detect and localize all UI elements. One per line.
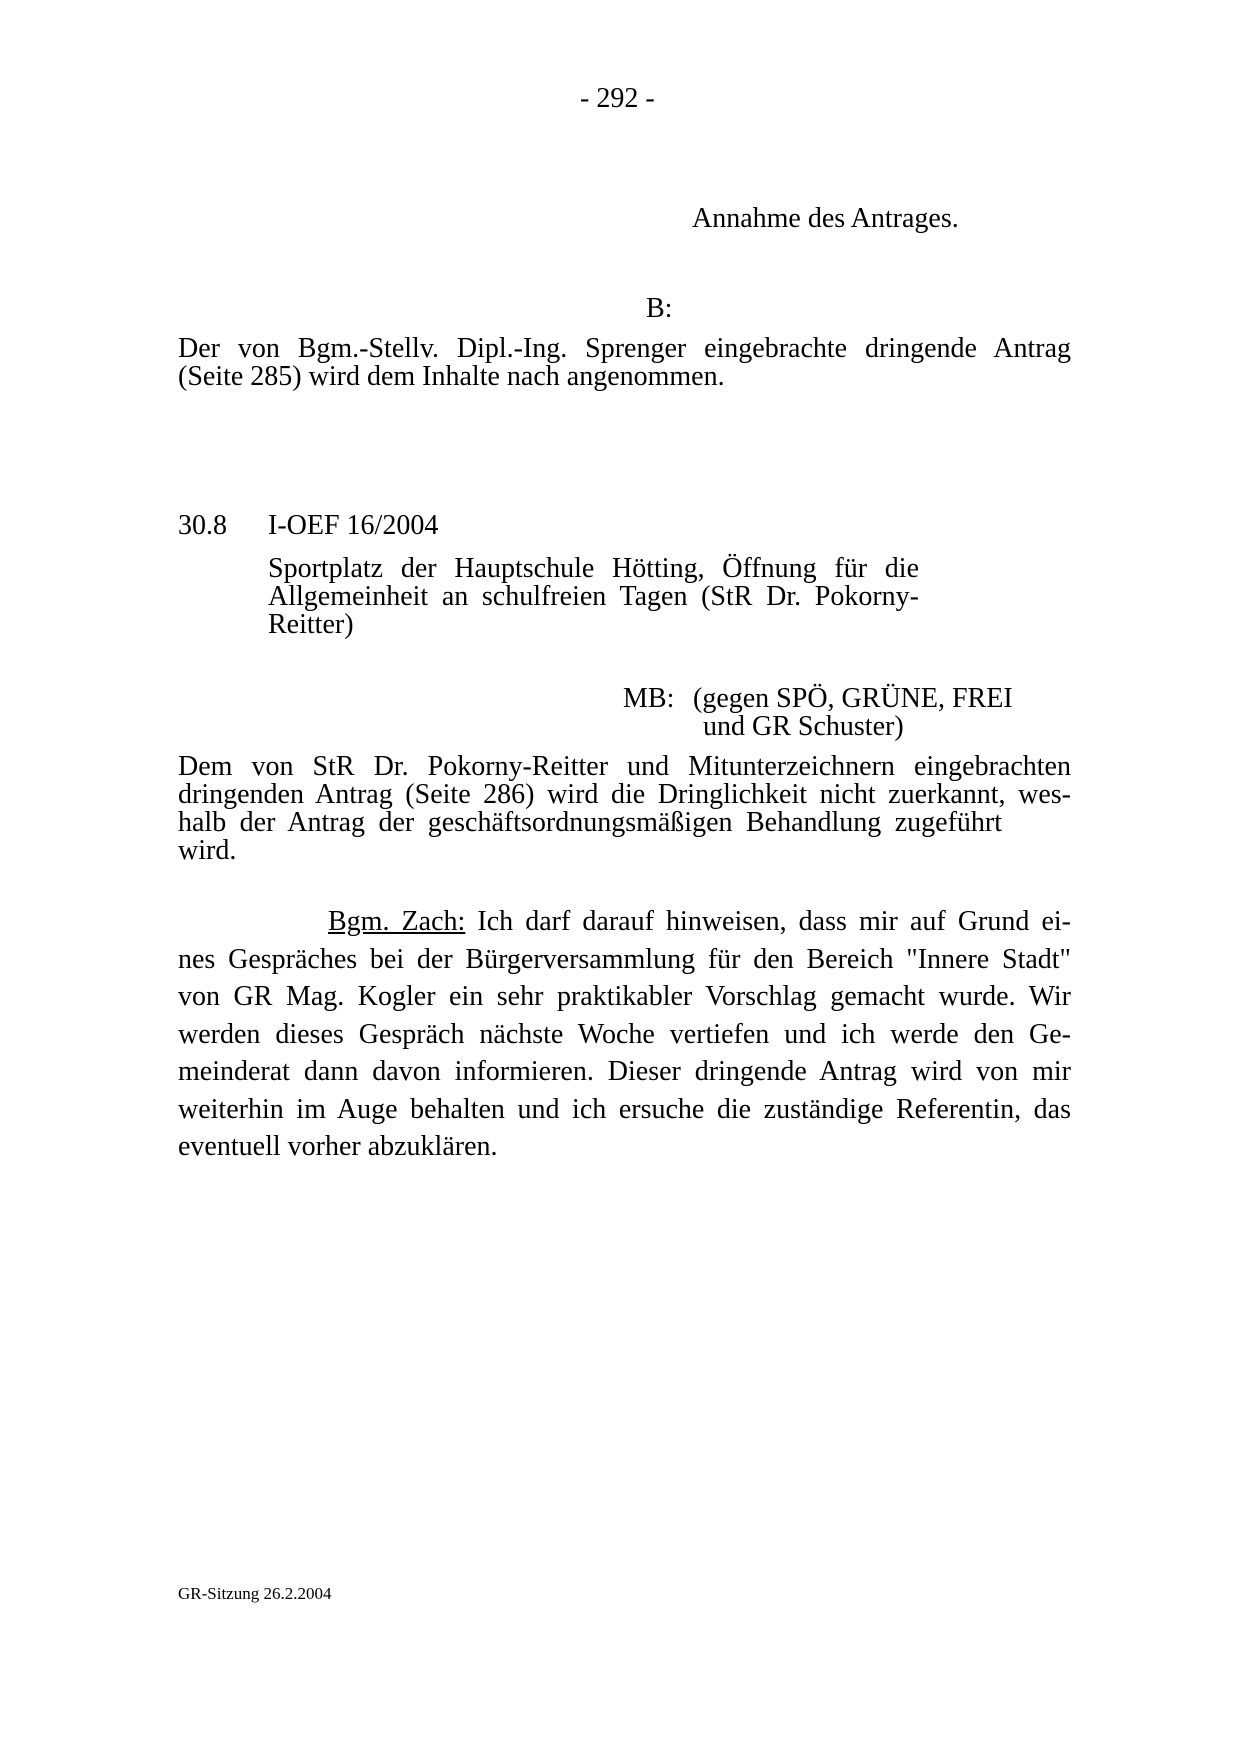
speech-line: eventuell vorher abzuklären. <box>178 1131 498 1162</box>
decision-line: Dem von StR Dr. Pokorny-Reitter und Mitunterzeichnern eingebrachten <box>178 751 1071 782</box>
speech-indent <box>178 906 328 937</box>
speech-line: nes Gespräches bei der Bürgerversammlung für den Bereich "Innere Stadt" <box>178 943 1071 975</box>
vote-line: (gegen SPÖ, GRÜNE, FREI <box>693 683 1013 714</box>
decision-line: halb der Antrag der geschäftsordnungsmäßigen Behandlung zugeführt <box>178 807 1002 838</box>
speech-line-text: Ich darf darauf hinweisen, dass mir auf Grund ei- <box>477 906 1072 937</box>
vote-detail <box>693 685 1013 741</box>
section-b-label: B: <box>646 293 673 324</box>
speech-block <box>178 903 1071 1166</box>
decision-line: dringenden Antrag (Seite 286) wird die Dringlichkeit nicht zuerkannt, wes- <box>178 779 1071 810</box>
page-number: - 292 - <box>580 83 655 114</box>
speech-line <box>178 903 1071 941</box>
speech-line: weiterhin im Auge behalten und ich ersuche die zuständige Referentin, das <box>178 1093 1071 1125</box>
speech-line: werden dieses Gespräch nächste Woche vertiefen und ich werde den Ge- <box>178 1018 1071 1050</box>
section-b-line: Der von Bgm.-Stellv. Dipl.-Ing. Sprenger eingebrachte dringende Antrag <box>178 333 1071 364</box>
item-title-line: Sportplatz der Hauptschule Hötting, Öffnung für die <box>268 553 919 584</box>
item-title <box>268 555 919 639</box>
item-title-line: Reitter) <box>268 609 354 640</box>
vote-line: und GR Schuster) <box>703 711 904 742</box>
speaker-name: Bgm. Zach: <box>328 906 466 937</box>
item-title-line: Allgemeinheit an schulfreien Tagen (StR Dr. Pokorny- <box>268 581 919 612</box>
speech-line: meinderat dann davon informieren. Dieser dringende Antrag wird von mir <box>178 1056 1071 1087</box>
decision-text <box>178 753 1071 865</box>
section-b-text <box>178 335 1071 391</box>
decision-line: wird. <box>178 835 237 866</box>
footer-session: GR-Sitzung 26.2.2004 <box>178 1584 332 1603</box>
item-reference: I-OEF 16/2004 <box>268 510 439 541</box>
section-b-line: (Seite 285) wird dem Inhalte nach angenommen. <box>178 361 725 392</box>
vote-label: MB: <box>623 683 675 714</box>
speech-line: von GR Mag. Kogler ein sehr praktikabler Vorschlag gemacht wurde. Wir <box>178 981 1071 1012</box>
item-number: 30.8 <box>178 510 227 541</box>
section-a-result: Annahme des Antrages. <box>692 203 959 234</box>
